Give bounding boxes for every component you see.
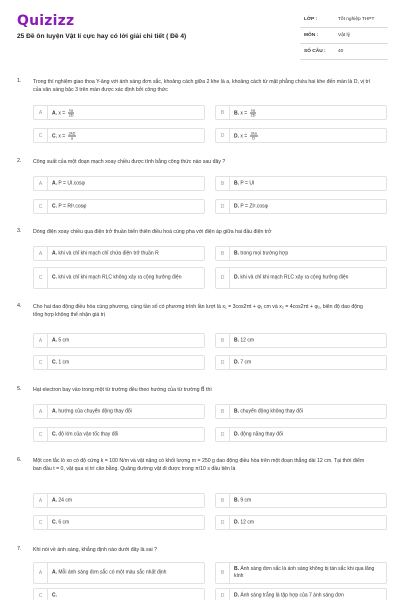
question-text: Hạt electron bay vào trong một từ trường đều theo hướng của từ trường B⃗ thì [33,387,212,393]
option-text: C. 1 cm [52,359,70,365]
formula-fraction: $\frac{\lambda a}{2D}$ [68,108,74,117]
option-b[interactable] [215,105,387,120]
option-c[interactable] [33,427,205,442]
option-d[interactable] [215,588,387,600]
option-text: D. 12 cm [234,519,255,525]
option-letter: A [34,177,48,190]
option-text: C. khi và chỉ khi mạch RLC không xảy ra cộng hưởng điện [52,274,182,281]
option-letter: C [34,129,48,142]
option-text: B. P = UI [234,180,255,186]
option-d[interactable] [215,427,387,442]
option-b[interactable] [215,176,387,191]
option-letter: C [34,268,48,288]
option-c[interactable] [33,515,205,530]
option-text: C. P = RI².cosφ [52,203,87,209]
option-text: A. 5 cm [52,337,70,343]
option-letter: D [216,129,230,142]
formula-fraction: $\frac{3\lambda D}{a}$ [68,131,76,140]
info-label: MÔN : [304,33,319,38]
option-b[interactable] [215,404,387,419]
option-a[interactable] [33,333,205,348]
option-text: B. chuyển động không thay đổi [234,408,303,414]
option-letter: A [34,563,48,583]
option-c[interactable] [33,355,205,370]
question-number: 1. [17,78,22,84]
formula-fraction: $\frac{3\lambda a}{D}$ [250,131,257,140]
option-letter: A [34,247,48,260]
question-number: 5. [17,386,22,392]
option-text: B. x = $\frac{\lambda a}{2D}$ [234,108,256,117]
option-letter: A [34,494,48,507]
question-text: Trong thí nghiệm giao thoa Y-âng với ánh sáng đơn sắc, khoảng cách giữa 2 khe là a, khoảng cách từ mặt phẳng chứa hai khe đến màn là D, vị trí của vân sáng bậc 3 trên màn được xác định bởi công thức [33,79,371,93]
info-table [300,12,388,60]
option-letter: B [216,177,230,190]
option-c[interactable] [33,588,205,600]
info-row-class [300,12,388,28]
option-text: A. 24 cm [52,497,73,503]
question-number: 7. [17,546,22,552]
option-c[interactable] [33,267,205,289]
worksheet-header [0,0,400,66]
option-text: C. x = $\frac{3\lambda D}{a}$ [52,131,76,140]
option-letter: B [216,563,230,583]
option-a[interactable] [33,404,205,419]
question-number: 3. [17,228,22,234]
formula-fraction: $\frac{\lambda a}{2D}$ [250,108,256,117]
question-number: 2. [17,158,22,164]
option-letter: A [34,334,48,347]
option-letter: B [216,106,230,119]
info-row-subject [300,28,388,44]
option-text: A. x = $\frac{\lambda a}{2D}$ [52,108,74,117]
option-text: C. độ lớn của vận tốc thay đổi [52,431,119,437]
info-label: SỐ CÂU : [304,49,326,54]
option-a[interactable] [33,562,205,584]
option-letter: C [34,589,48,600]
question-text: Cho hai dao động điều hòa cùng phương, cùng tần số có phương trình lần lượt là x₁ = 3cos2πt + φ₁ cm và x₂ = 4cos2πt + φ₂, biên độ dao động tổng hợp không thể nhận giá trị [33,304,363,318]
option-letter: D [216,589,230,600]
info-row-count [300,44,388,60]
question-number: 4. [17,303,22,309]
option-letter: D [216,200,230,213]
option-letter: D [216,516,230,529]
option-a[interactable] [33,493,205,508]
option-letter: B [216,334,230,347]
option-text: D. Ánh sáng trắng là tập hợp của 7 ánh sáng đơn [234,592,344,598]
option-b[interactable] [215,562,387,584]
option-text: B. trong mọi trường hợp [234,250,289,256]
info-value: Vật lý [338,33,350,38]
option-d[interactable] [215,199,387,214]
option-a[interactable] [33,246,205,261]
info-value: Tốt nghiệp THPT [338,17,375,22]
worksheet-title: 25 Đề ôn luyện Vật lí cực hay có lời giải chi tiết ( Đề 4) [17,33,187,40]
option-b[interactable] [215,493,387,508]
question-text: Khi nói về ánh sáng, khẳng định nào dưới đây là sai ? [33,547,157,553]
option-text: A. khi và chỉ khi mạch chỉ chứa điện trở thuần R [52,250,159,256]
option-text: B. 9 cm [234,497,252,503]
option-text: C. 6 cm [52,519,70,525]
option-a[interactable] [33,176,205,191]
option-letter: D [216,268,230,288]
option-text: D. P = ZI².cosφ [234,203,268,209]
option-letter: B [216,494,230,507]
option-letter: A [34,106,48,119]
option-text: A. hướng của chuyển động thay đổi [52,408,132,414]
option-text: D. động năng thay đổi [234,431,283,437]
option-b[interactable] [215,246,387,261]
option-d[interactable] [215,515,387,530]
option-text: B. 12 cm [234,337,255,343]
question-text: Công suất của một đoạn mạch xoay chiều được tính bằng công thức nào sau đây ? [33,159,226,165]
question-text: Một con lắc lò xo có độ cứng k = 100 N/m và vật nặng có khối lượng m = 250 g dao động điều hòa trên một đoạn thẳng dài 12 cm. Tại thời điểm ban đầu t = 0, vật qua vị trí cân bằng. Quãng đường vật đi được trong π/10 s đầu tiên là [33,458,365,472]
option-text: D. 7 cm [234,359,252,365]
quizizz-logo: Quizizz [17,13,75,29]
option-text: A. Mỗi ánh sáng đơn sắc có một màu sắc nhất định [52,569,167,576]
option-c[interactable] [33,128,205,143]
option-a[interactable] [33,105,205,120]
option-letter: C [34,200,48,213]
option-d[interactable] [215,267,387,289]
option-d[interactable] [215,128,387,143]
option-text: D. x = $\frac{3\lambda a}{D}$ [234,131,257,140]
info-value: 40 [338,49,344,54]
option-letter: B [216,247,230,260]
option-letter: C [34,516,48,529]
question-text: Dòng điện xoay chiều qua điện trở thuần biến thiên điều hoà cùng pha với điện áp giữa hai đầu điện trở [33,229,272,235]
option-text: D. khi và chỉ khi mạch RLC xảy ra cộng hưởng điện [234,274,349,281]
option-text: B. Ánh sáng đơn sắc là ánh sáng không bị tán sắc khi qua lăng kính [234,566,375,579]
option-letter: C [34,428,48,441]
option-text: C. [52,592,57,598]
option-d[interactable] [215,355,387,370]
option-c[interactable] [33,199,205,214]
option-letter: C [34,356,48,369]
option-letter: D [216,428,230,441]
info-label: LỚP : [304,17,318,22]
option-text: A. P = UI.cosφ [52,180,85,186]
option-letter: D [216,356,230,369]
option-letter: B [216,405,230,418]
question-number: 6. [17,457,22,463]
option-b[interactable] [215,333,387,348]
option-letter: A [34,405,48,418]
